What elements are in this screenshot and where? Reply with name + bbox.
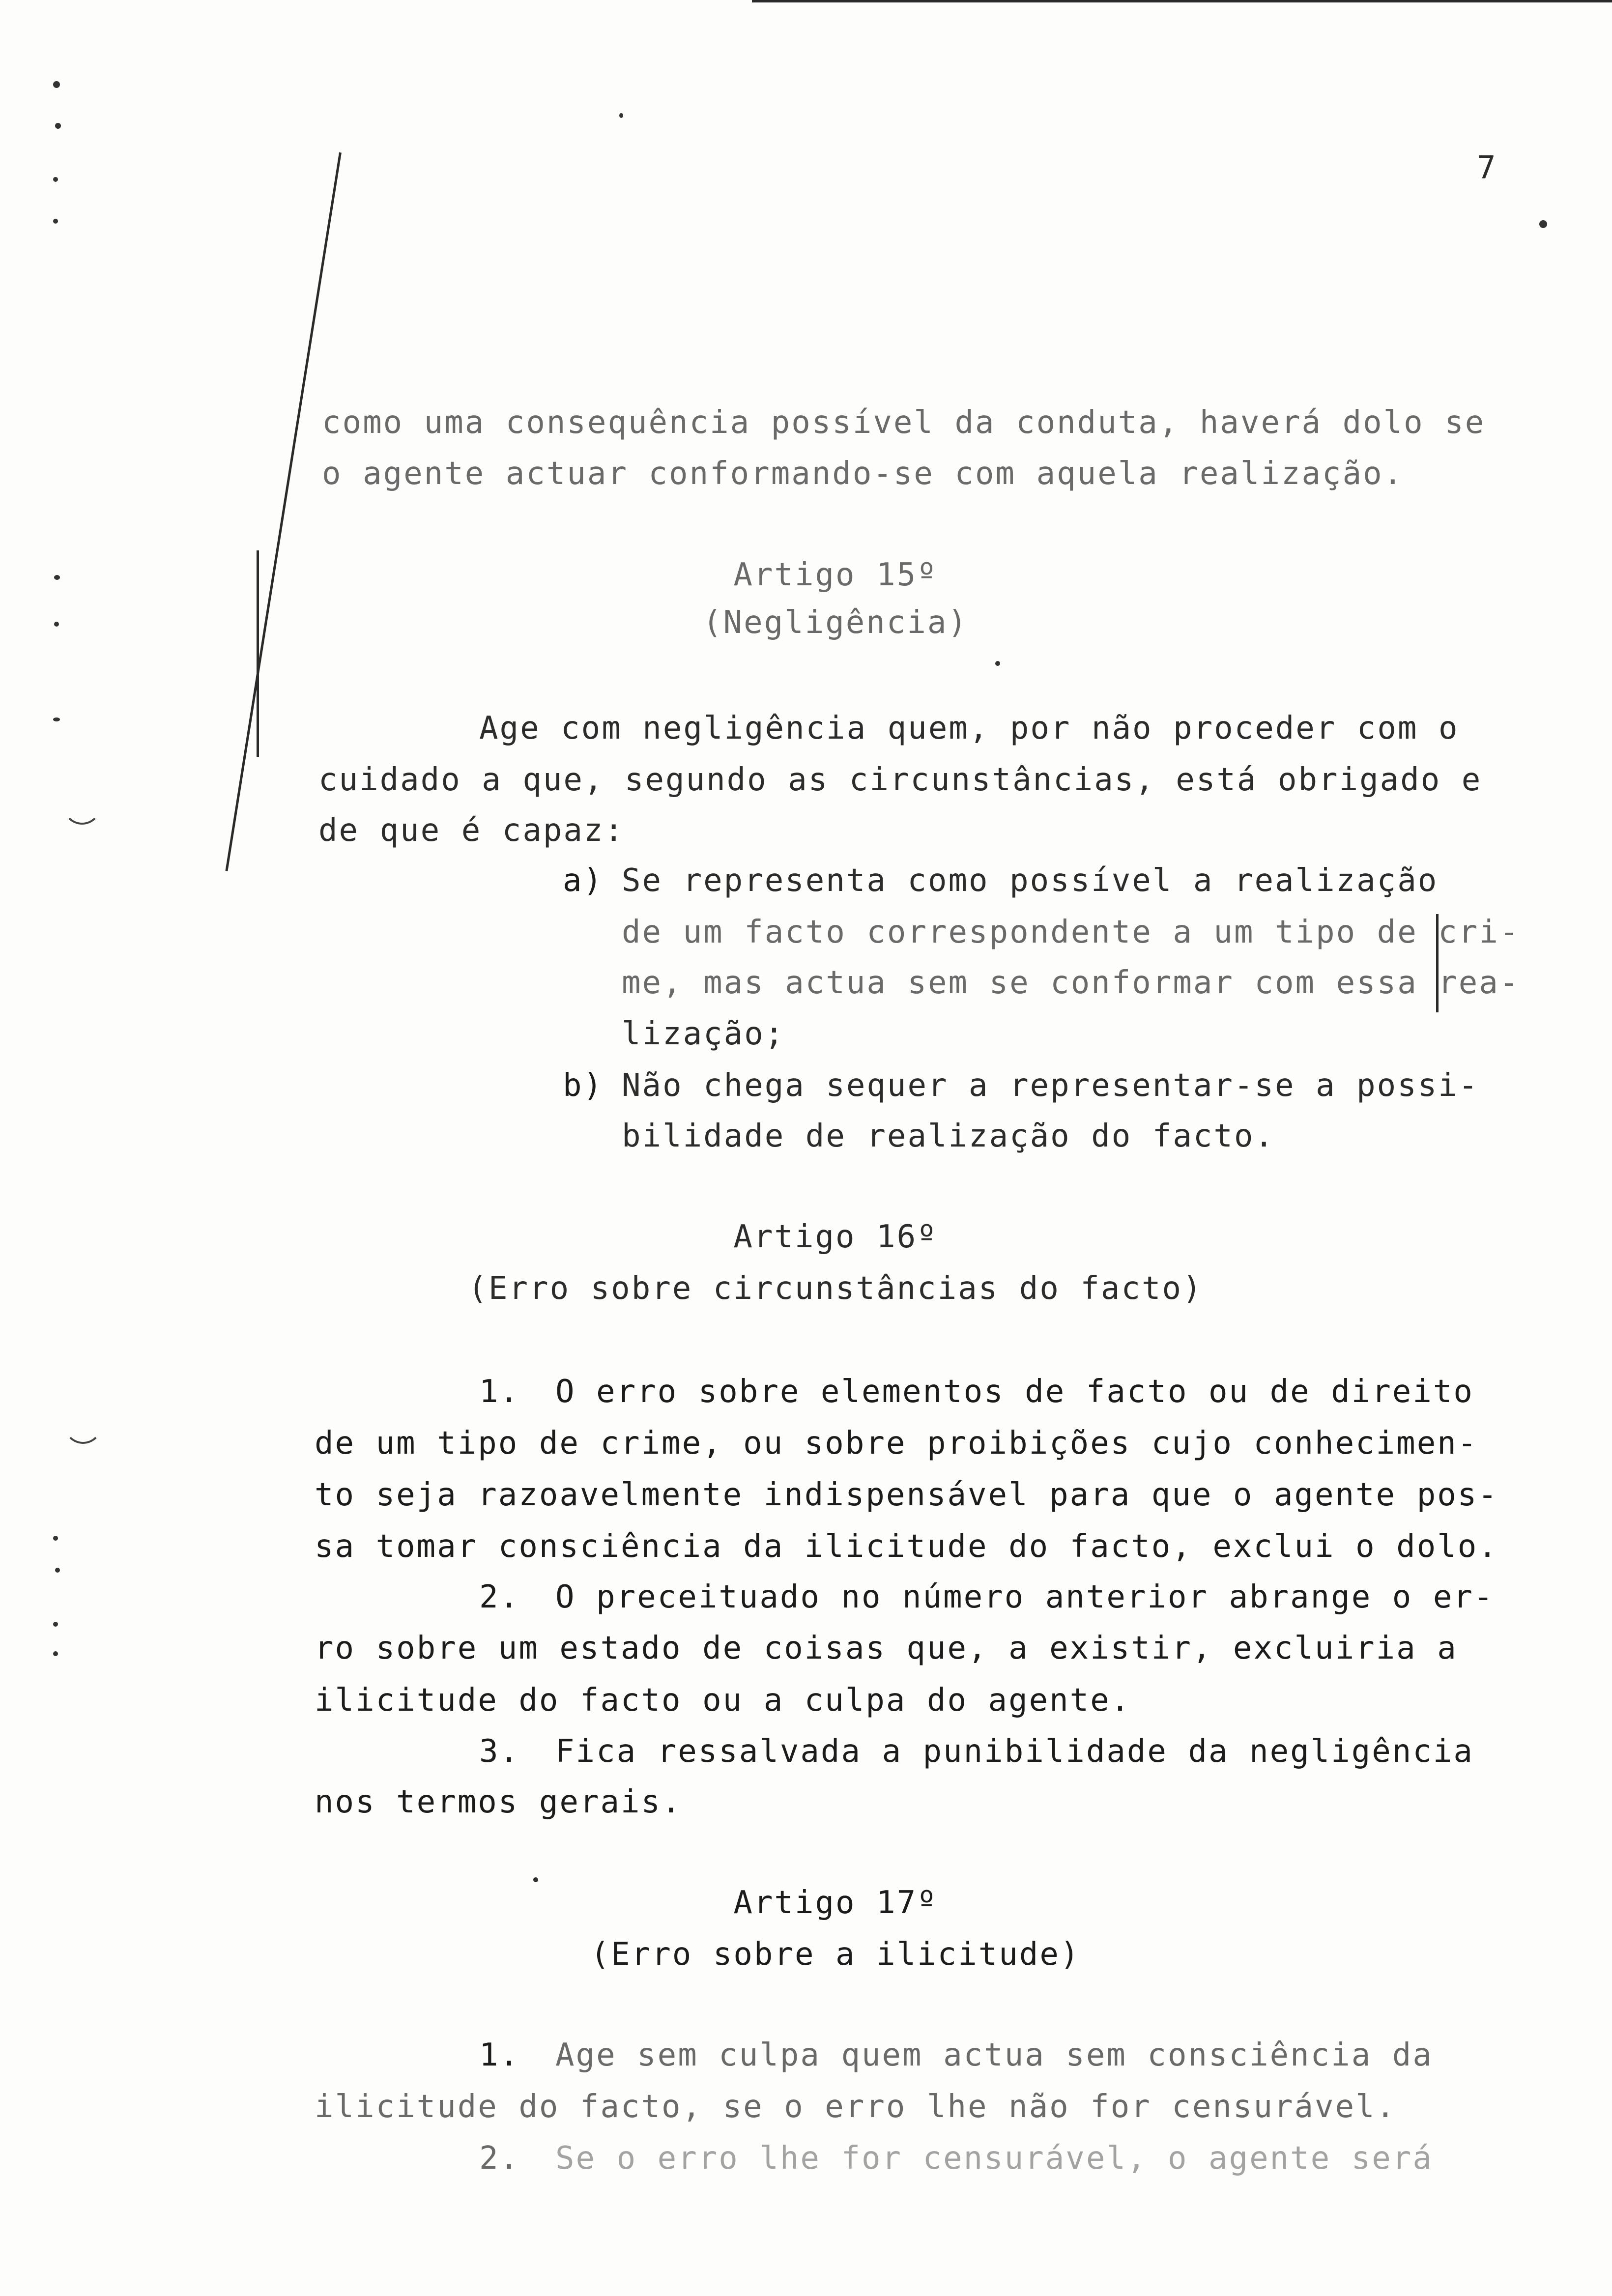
speck [53,1536,58,1541]
speck [53,81,60,88]
text-line: Se o erro lhe for censurável, o agente será [555,2140,1433,2177]
list-item-line: Não chega sequer a representar-se a possi- [622,1067,1479,1104]
text-line: O erro sobre elementos de facto ou de direito [555,1374,1474,1410]
text-line: O preceituado no número anterior abrange o er- [555,1579,1495,1615]
list-item-line: me, mas actua sem se conformar com essa rea- [622,965,1520,1001]
article-heading: Artigo 15º [733,557,938,593]
text-line: de um tipo de crime, ou sobre proibições cujo conhecimen- [315,1425,1478,1462]
text-line: ilicitude do facto, se o erro lhe não for censurável. [315,2089,1397,2125]
list-item-line: bilidade de realização do facto. [622,1118,1275,1154]
text-line: Age sem culpa quem actua sem consciência da [555,2037,1433,2073]
text-line: ro sobre um estado de coisas que, a existir, excluiria a [315,1630,1458,1666]
speck [995,661,1000,666]
article-heading: Artigo 17º [733,1885,938,1921]
text-line: nos termos gerais. [315,1784,682,1820]
paragraph-number: 2. [479,2140,520,2177]
speck [54,622,59,627]
text-line: cuidado a que, segundo as circunstâncias, está obrigado e [318,762,1482,798]
text-line: Age com negligência quem, por não proceder com o [479,710,1459,746]
text-line: o agente actuar conformando-se com aquela realização. [322,456,1404,492]
speck [53,1651,58,1656]
text-line: ilicitude do facto ou a culpa do agente. [315,1682,1131,1719]
text-line: sa tomar consciência da ilicitude do facto, exclui o dolo. [315,1528,1498,1565]
speck [533,1877,538,1882]
speck [53,718,60,721]
paragraph-number: 3. [479,1733,520,1770]
top-edge-line [752,0,1612,2]
speck [55,123,61,129]
punch-hole-mark [64,1406,102,1444]
speck [53,1622,58,1627]
speck [1539,220,1547,228]
speck [53,219,58,224]
text-line: to seja razoavelmente indispensável para que o agente pos- [315,1477,1498,1513]
list-item-line: lização; [622,1016,785,1052]
paragraph-number: 1. [479,1374,520,1410]
article-subheading: (Erro sobre circunstâncias do facto) [468,1270,1203,1307]
speck [53,177,58,182]
text-line: de que é capaz: [318,812,625,849]
punch-hole-mark [63,786,101,825]
page-number: 7 [1477,150,1497,186]
article-subheading: (Erro sobre a ilicitude) [590,1936,1081,1973]
list-item-line: Se representa como possível a realização [622,862,1439,899]
text-line: Fica ressalvada a punibilidade da negligência [555,1733,1474,1770]
list-marker: a) [563,862,604,899]
article-heading: Artigo 16º [733,1219,938,1255]
margin-line-short [257,550,259,757]
paragraph-number: 2. [479,1579,520,1615]
speck [54,575,60,580]
article-subheading: (Negligência) [703,604,968,641]
list-item-line: de um facto correspondente a um tipo de cri- [622,914,1520,950]
paragraph-number: 1. [479,2037,520,2073]
list-marker: b) [563,1067,604,1104]
text-line: como uma consequência possível da conduta, haverá dolo se [322,404,1486,441]
speck [619,113,623,118]
speck [55,1568,60,1573]
